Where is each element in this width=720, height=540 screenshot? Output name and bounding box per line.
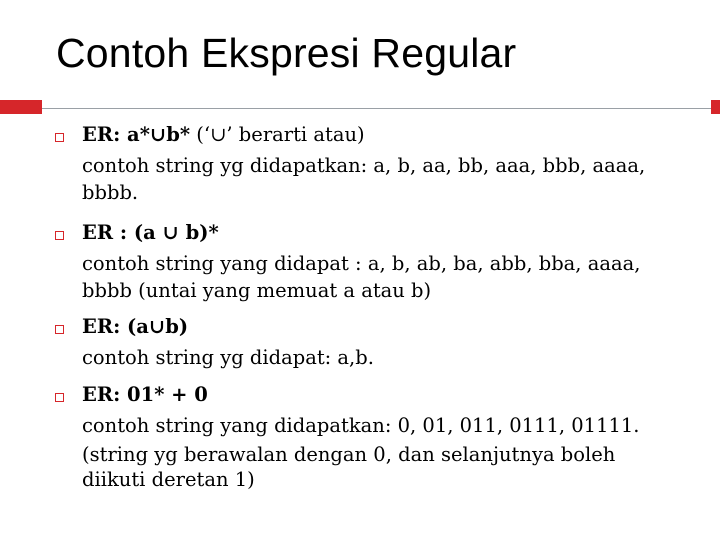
expression: ER: (a∪b) bbox=[82, 315, 189, 338]
expression-line bbox=[82, 218, 702, 249]
example-line: bbbb (untai yang memuat a atau b) bbox=[82, 279, 432, 302]
expression: ER : (a ∪ b)* bbox=[82, 221, 219, 244]
example-line: bbbb. bbox=[82, 181, 139, 204]
example-line: contoh string yang didapatkan: 0, 01, 011, 0111, 01111. bbox=[82, 413, 640, 437]
example-line: contoh string yg didapatkan: a, b, aa, bb, aaa, bbb, aaaa, bbox=[82, 153, 646, 177]
expression-line bbox=[82, 380, 702, 411]
example-line: contoh string yg didapat: a,b. bbox=[82, 345, 374, 369]
page-title: Contoh Ekspresi Regular bbox=[56, 30, 517, 76]
square-bullet-icon bbox=[55, 325, 64, 334]
list-item-3 bbox=[82, 312, 702, 373]
list-item-4 bbox=[82, 380, 702, 492]
example-line: diikuti deretan 1) bbox=[82, 468, 255, 491]
expression-line bbox=[82, 312, 702, 343]
example-line: (string yg berawalan dengan 0, dan selanjutnya boleh bbox=[82, 443, 616, 466]
expression: ER: 01* + 0 bbox=[82, 383, 208, 406]
square-bullet-icon bbox=[55, 393, 64, 402]
square-bullet-icon bbox=[55, 231, 64, 240]
expression-line bbox=[82, 120, 702, 151]
list-item-2 bbox=[82, 218, 702, 303]
expression-note: (‘∪’ berarti atau) bbox=[190, 123, 365, 146]
square-bullet-icon bbox=[55, 133, 64, 142]
list-item-1 bbox=[82, 120, 702, 205]
example-line: contoh string yang didapat : a, b, ab, ba, abb, bba, aaaa, bbox=[82, 251, 641, 275]
expression: ER: a*∪b* bbox=[82, 123, 191, 146]
